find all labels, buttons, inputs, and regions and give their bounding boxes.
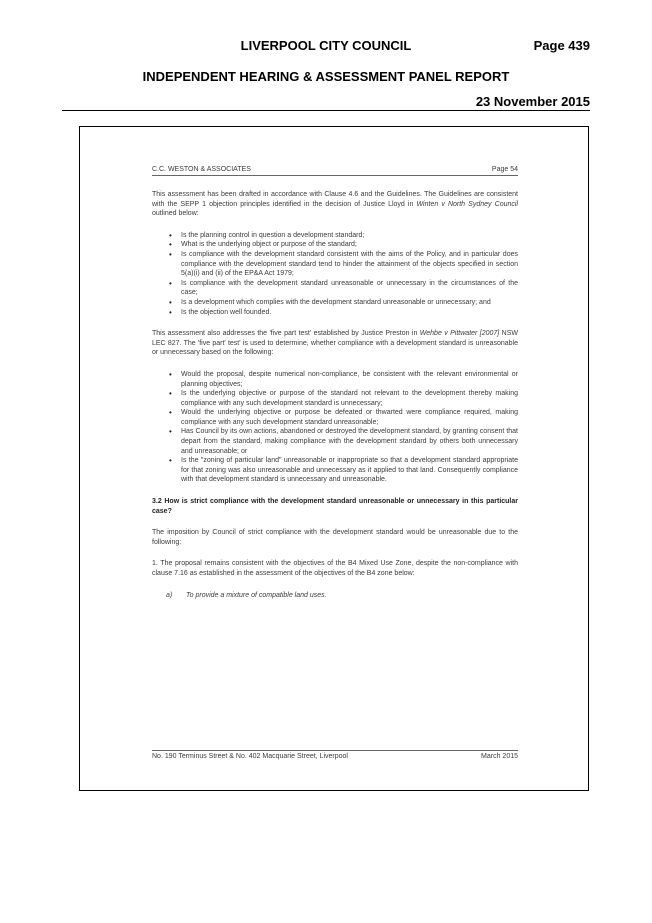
list-item: • Is the underlying objective or purpose of the standard not relevant to the development thereby making compliance with any such development standard is unnecessary; [152, 389, 518, 408]
five-part-test-list [152, 370, 518, 485]
list-item: • Would the underlying objective or purpose be defeated or thwarted were compliance required, making compliance with any such development standard unreasonable; [152, 408, 518, 427]
doc-footer [152, 750, 518, 760]
page-number: Page 439 [533, 38, 590, 53]
section-heading: 3.2 How is strict compliance with the development standard unreasonable or unnecessary in this particular case? [152, 498, 518, 515]
objective-text: To provide a mixture of compatible land uses. [186, 591, 327, 599]
case-name: Winten v North Sydney Council [416, 200, 518, 208]
doc-header-rule [152, 175, 518, 176]
objective-item [152, 591, 518, 601]
list-item: • Is the planning control in question a development standard; [152, 231, 518, 241]
imposition-paragraph: The imposition by Council of strict compliance with the development standard would be unreasonable due to the following: [152, 529, 518, 546]
report-title: INDEPENDENT HEARING & ASSESSMENT PANEL REPORT [142, 69, 510, 84]
list-item: • Is a development which complies with the development standard unreasonable or unnecessary; and [152, 298, 518, 308]
council-name: LIVERPOOL CITY COUNCIL [240, 38, 412, 53]
list-item: • What is the underlying object or purpose of the standard; [152, 240, 518, 250]
list-item: • Would the proposal, despite numerical non-compliance, be consistent with the relevant environmental or planning objectives; [152, 370, 518, 389]
list-item: • Is compliance with the development standard consistent with the aims of the Policy, and in particular does compliance with the development standard tend to hinder the attainment of the objects specified in section 5(a)(i) and (ii) of the EP&A Act 1979; [152, 250, 518, 279]
objective-marker: a) [166, 591, 173, 599]
doc-firm-name: C.C. WESTON & ASSOCIATES [152, 166, 251, 173]
list-item: • Has Council by its own actions, abandoned or destroyed the development standard, by granting consent that depart from the standard, making compliance with the development standard by others both unnecessary and unreasonable; or [152, 427, 518, 456]
list-item: • Is compliance with the development standard unreasonable or unnecessary in the circumstances of the case; [152, 279, 518, 298]
doc-footer-address: No. 190 Terminus Street & No. 402 Macquarie Street, Liverpool [152, 753, 348, 760]
intro-paragraph: This assessment has been drafted in accordance with Clause 4.6 and the Guidelines. The Guidelines are consistent with the SEPP 1 objection principles identified in the decision of Justice Lloyd in Winten v North Sydney Council outlined below: [152, 191, 518, 218]
list-item: • Is the "zoning of particular land" unreasonable or inappropriate so that a development standard appropriate for that zoning was also unreasonable and unnecessary as it applied to that land. Consequently compliance with that development standard is unnecessary and unreasonable. [152, 456, 518, 485]
scanned-document [152, 165, 518, 600]
list-item: • Is the objection well founded. [152, 308, 518, 318]
guideline-list [152, 231, 518, 317]
doc-footer-date: March 2015 [481, 753, 518, 760]
five-part-test-paragraph: This assessment also addresses the 'five part test' established by Justice Preston in Wehbe v Pittwater [2007] NSW LEC 827. The 'five part' test' is used to determine, whether compliance with a development standard is unreasonable or unnecessary based on the following: [152, 330, 518, 357]
doc-page-number: Page 54 [491, 166, 518, 173]
objectives-paragraph: 1. The proposal remains consistent with the objectives of the B4 Mixed Use Zone, despite the non-compliance with clause 7.16 as established in the assessment of the objectives of the B4 zone below: [152, 560, 518, 577]
case-name: Wehbe v Pittwater [2007] [419, 330, 500, 338]
header-divider [62, 110, 590, 111]
report-date: 23 November 2015 [475, 94, 590, 109]
